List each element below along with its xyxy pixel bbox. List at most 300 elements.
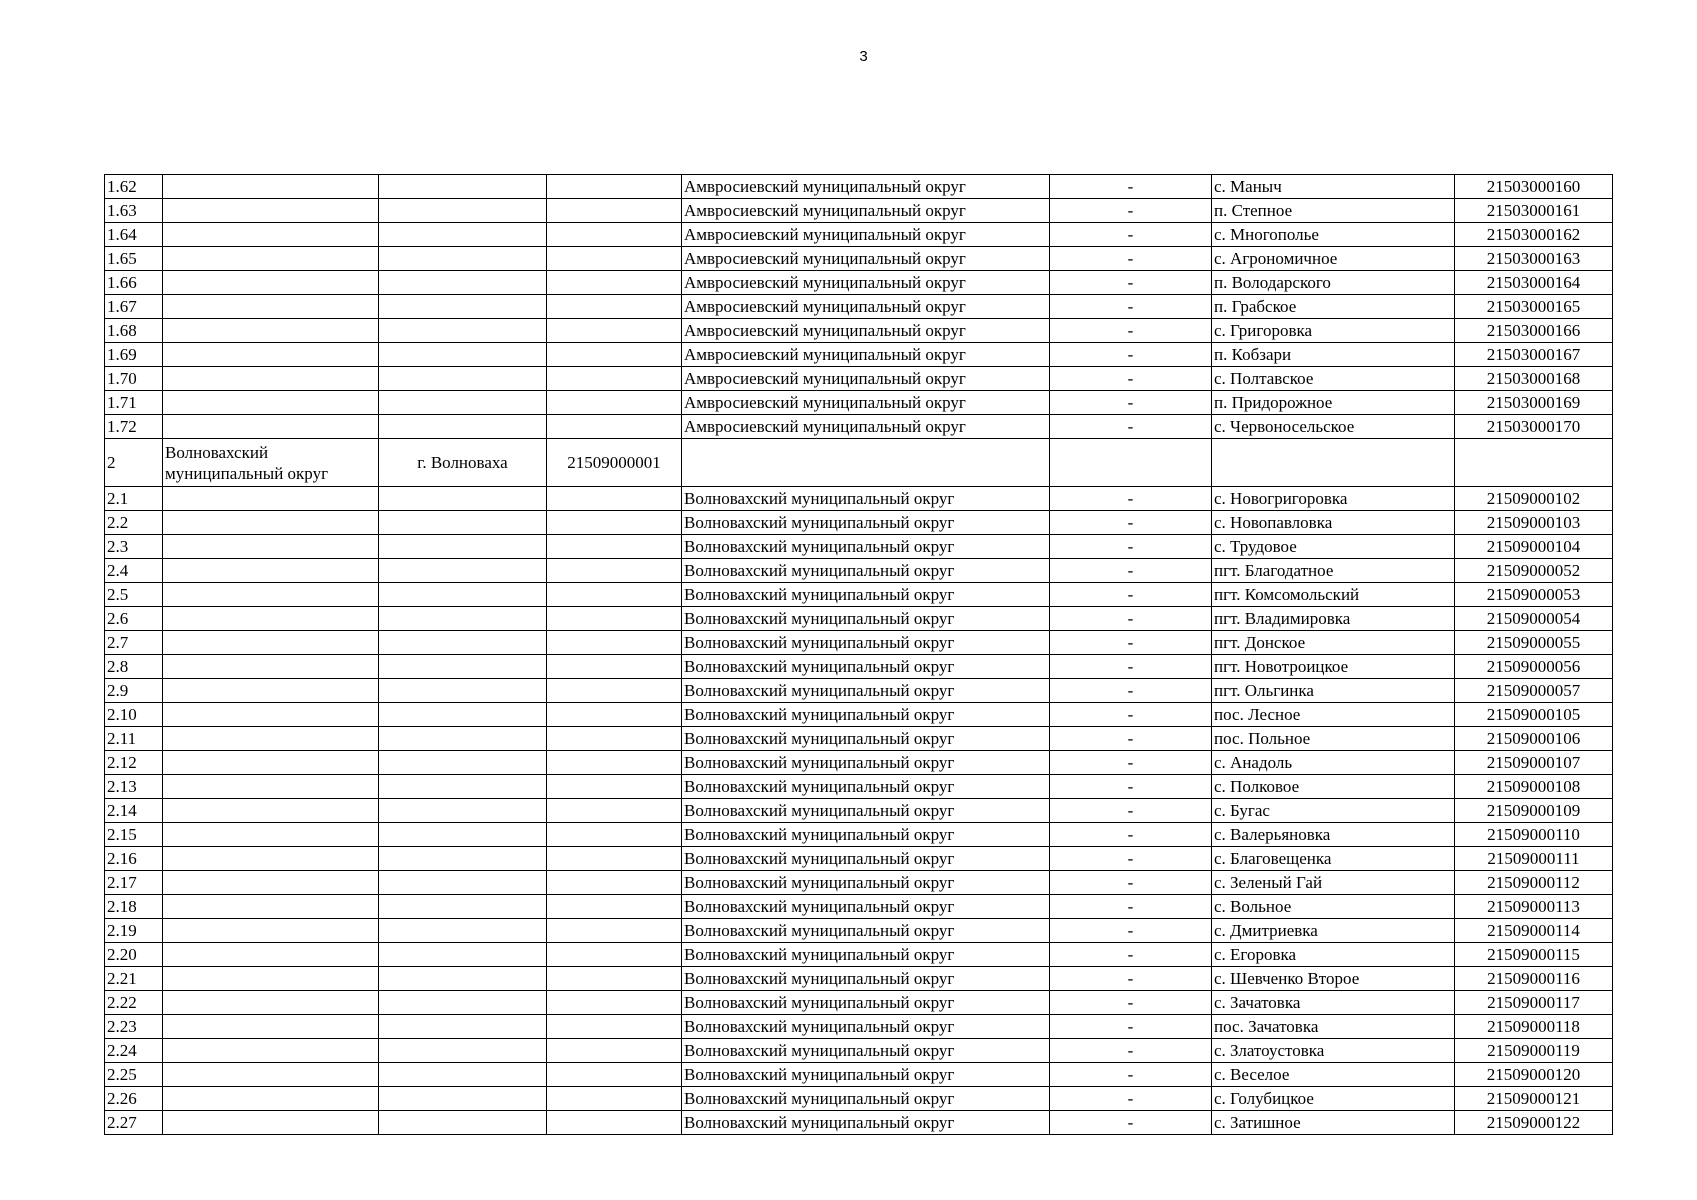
cell-okrug: Волновахский муниципальный округ: [682, 823, 1050, 847]
cell-admin-code: [547, 871, 682, 895]
cell-settlement-code: 21509000119: [1455, 1039, 1613, 1063]
cell-settlement: с. Зачатовка: [1212, 991, 1455, 1015]
cell-number: 2.22: [105, 991, 163, 1015]
cell-settlement: с. Бугас: [1212, 799, 1455, 823]
cell-number: 2.15: [105, 823, 163, 847]
cell-dash: -: [1050, 343, 1212, 367]
cell-settlement-code: 21509000057: [1455, 679, 1613, 703]
cell-dash: -: [1050, 703, 1212, 727]
cell-okrug: Волновахский муниципальный округ: [682, 487, 1050, 511]
cell-admin-center: [379, 343, 547, 367]
cell-number: 2.9: [105, 679, 163, 703]
cell-settlement-code: 21509000111: [1455, 847, 1613, 871]
cell-settlement: пгт. Комсомольский: [1212, 583, 1455, 607]
cell-settlement-code: 21503000168: [1455, 367, 1613, 391]
cell-municipality: [163, 1039, 379, 1063]
cell-settlement: пос. Лесное: [1212, 703, 1455, 727]
cell-admin-center: [379, 391, 547, 415]
cell-dash: -: [1050, 1039, 1212, 1063]
cell-okrug: Амвросиевский муниципальный округ: [682, 199, 1050, 223]
cell-municipality: [163, 919, 379, 943]
cell-municipality: [163, 967, 379, 991]
cell-municipality: [163, 223, 379, 247]
cell-settlement-code: 21509000107: [1455, 751, 1613, 775]
registry-body: [105, 175, 1613, 1135]
cell-admin-code: [547, 943, 682, 967]
cell-admin-code: [547, 655, 682, 679]
cell-settlement: с. Шевченко Второе: [1212, 967, 1455, 991]
cell-okrug: Волновахский муниципальный округ: [682, 1087, 1050, 1111]
cell-dash: -: [1050, 487, 1212, 511]
cell-dash: -: [1050, 919, 1212, 943]
cell-admin-code: [547, 1015, 682, 1039]
cell-municipality: [163, 511, 379, 535]
table-row: [105, 655, 1613, 679]
cell-admin-code: [547, 991, 682, 1015]
table-row: [105, 703, 1613, 727]
cell-number: 2.19: [105, 919, 163, 943]
cell-admin-center: [379, 559, 547, 583]
cell-dash: -: [1050, 199, 1212, 223]
cell-number: 2.10: [105, 703, 163, 727]
cell-okrug: Волновахский муниципальный округ: [682, 1063, 1050, 1087]
cell-dash: -: [1050, 511, 1212, 535]
cell-number: 2.26: [105, 1087, 163, 1111]
cell-admin-code: [547, 703, 682, 727]
cell-dash: -: [1050, 1063, 1212, 1087]
cell-number: 2: [105, 439, 163, 487]
cell-admin-code: [547, 1087, 682, 1111]
cell-admin-center: [379, 631, 547, 655]
cell-admin-code: [547, 175, 682, 199]
cell-settlement: с. Многополье: [1212, 223, 1455, 247]
cell-municipality: [163, 727, 379, 751]
cell-admin-center: [379, 775, 547, 799]
cell-municipality: [163, 247, 379, 271]
cell-admin-code: [547, 1111, 682, 1135]
cell-okrug: Волновахский муниципальный округ: [682, 583, 1050, 607]
table-row-group: [105, 439, 1613, 487]
cell-municipality: [163, 367, 379, 391]
table-row: [105, 511, 1613, 535]
cell-admin-center: [379, 295, 547, 319]
cell-settlement-code: 21503000169: [1455, 391, 1613, 415]
table-row: [105, 415, 1613, 439]
cell-settlement-code: 21509000102: [1455, 487, 1613, 511]
cell-admin-center: [379, 823, 547, 847]
cell-number: 1.68: [105, 319, 163, 343]
cell-admin-code: [547, 607, 682, 631]
cell-admin-center: [379, 415, 547, 439]
table-row: [105, 487, 1613, 511]
cell-settlement: пос. Зачатовка: [1212, 1015, 1455, 1039]
cell-dash: -: [1050, 727, 1212, 751]
cell-settlement-code: 21503000165: [1455, 295, 1613, 319]
cell-admin-code: 21509000001: [547, 439, 682, 487]
cell-settlement-code: 21509000118: [1455, 1015, 1613, 1039]
cell-number: 1.71: [105, 391, 163, 415]
cell-okrug: Волновахский муниципальный округ: [682, 559, 1050, 583]
table-row: [105, 1039, 1613, 1063]
cell-number: 2.12: [105, 751, 163, 775]
cell-dash: -: [1050, 295, 1212, 319]
cell-admin-center: [379, 871, 547, 895]
cell-dash: -: [1050, 175, 1212, 199]
cell-admin-code: [547, 295, 682, 319]
cell-okrug: Волновахский муниципальный округ: [682, 1111, 1050, 1135]
cell-number: 1.62: [105, 175, 163, 199]
cell-settlement-code: 21503000164: [1455, 271, 1613, 295]
cell-admin-center: [379, 655, 547, 679]
cell-okrug: Волновахский муниципальный округ: [682, 775, 1050, 799]
cell-municipality: [163, 583, 379, 607]
cell-admin-center: [379, 679, 547, 703]
table-row: [105, 1087, 1613, 1111]
table-row: [105, 559, 1613, 583]
cell-dash: -: [1050, 943, 1212, 967]
cell-dash: -: [1050, 1015, 1212, 1039]
cell-settlement-code: 21509000103: [1455, 511, 1613, 535]
cell-settlement-code: 21503000166: [1455, 319, 1613, 343]
cell-municipality: [163, 775, 379, 799]
cell-municipality: [163, 487, 379, 511]
cell-admin-code: [547, 343, 682, 367]
cell-municipality: [163, 679, 379, 703]
cell-settlement: с. Дмитриевка: [1212, 919, 1455, 943]
cell-number: 2.1: [105, 487, 163, 511]
cell-dash: -: [1050, 967, 1212, 991]
cell-municipality: [163, 1087, 379, 1111]
cell-admin-center: [379, 1039, 547, 1063]
cell-dash: -: [1050, 247, 1212, 271]
cell-admin-code: [547, 919, 682, 943]
cell-dash: -: [1050, 391, 1212, 415]
table-row: [105, 583, 1613, 607]
cell-dash: [1050, 439, 1212, 487]
cell-settlement: с. Благовещенка: [1212, 847, 1455, 871]
cell-municipality: [163, 943, 379, 967]
table-row: [105, 871, 1613, 895]
cell-okrug: Волновахский муниципальный округ: [682, 1015, 1050, 1039]
cell-admin-code: [547, 535, 682, 559]
cell-admin-center: [379, 1015, 547, 1039]
cell-settlement: п. Степное: [1212, 199, 1455, 223]
cell-dash: -: [1050, 583, 1212, 607]
table-row: [105, 679, 1613, 703]
cell-okrug: Амвросиевский муниципальный округ: [682, 415, 1050, 439]
cell-okrug: Амвросиевский муниципальный округ: [682, 247, 1050, 271]
cell-number: 2.16: [105, 847, 163, 871]
table-row: [105, 175, 1613, 199]
cell-okrug: Волновахский муниципальный округ: [682, 967, 1050, 991]
table-row: [105, 223, 1613, 247]
cell-dash: -: [1050, 559, 1212, 583]
cell-settlement: с. Вольное: [1212, 895, 1455, 919]
cell-dash: -: [1050, 799, 1212, 823]
table-row: [105, 1063, 1613, 1087]
page-number: 3: [859, 48, 868, 65]
cell-admin-center: [379, 367, 547, 391]
cell-settlement-code: 21503000170: [1455, 415, 1613, 439]
cell-dash: -: [1050, 871, 1212, 895]
cell-municipality: [163, 823, 379, 847]
cell-municipality: [163, 607, 379, 631]
cell-settlement-code: 21509000104: [1455, 535, 1613, 559]
cell-settlement: с. Червоносельское: [1212, 415, 1455, 439]
table-row: [105, 799, 1613, 823]
cell-admin-center: [379, 847, 547, 871]
cell-municipality: [163, 1063, 379, 1087]
cell-okrug: Волновахский муниципальный округ: [682, 751, 1050, 775]
cell-settlement-code: 21509000110: [1455, 823, 1613, 847]
cell-admin-code: [547, 895, 682, 919]
cell-admin-center: [379, 535, 547, 559]
cell-okrug: Волновахский муниципальный округ: [682, 1039, 1050, 1063]
cell-settlement-code: 21509000112: [1455, 871, 1613, 895]
cell-settlement: пгт. Владимировка: [1212, 607, 1455, 631]
cell-number: 1.67: [105, 295, 163, 319]
cell-admin-center: [379, 247, 547, 271]
cell-municipality: [163, 655, 379, 679]
cell-municipality: [163, 343, 379, 367]
cell-settlement-code: 21509000052: [1455, 559, 1613, 583]
cell-admin-center: [379, 511, 547, 535]
cell-admin-code: [547, 583, 682, 607]
cell-settlement: с. Златоустовка: [1212, 1039, 1455, 1063]
cell-settlement-code: 21509000054: [1455, 607, 1613, 631]
cell-number: 1.65: [105, 247, 163, 271]
cell-settlement: пгт. Донское: [1212, 631, 1455, 655]
cell-number: 2.3: [105, 535, 163, 559]
table-row: [105, 367, 1613, 391]
cell-settlement: п. Кобзари: [1212, 343, 1455, 367]
cell-dash: -: [1050, 1111, 1212, 1135]
cell-admin-center: [379, 703, 547, 727]
cell-settlement: с. Маныч: [1212, 175, 1455, 199]
cell-dash: -: [1050, 607, 1212, 631]
cell-admin-code: [547, 247, 682, 271]
cell-okrug: Волновахский муниципальный округ: [682, 535, 1050, 559]
cell-dash: -: [1050, 631, 1212, 655]
cell-admin-center: [379, 799, 547, 823]
cell-dash: -: [1050, 415, 1212, 439]
cell-municipality: [163, 703, 379, 727]
cell-municipality: [163, 895, 379, 919]
cell-dash: -: [1050, 775, 1212, 799]
cell-okrug: Волновахский муниципальный округ: [682, 895, 1050, 919]
cell-number: 2.11: [105, 727, 163, 751]
cell-admin-code: [547, 631, 682, 655]
cell-settlement: пос. Польное: [1212, 727, 1455, 751]
cell-admin-code: [547, 799, 682, 823]
table-row: [105, 727, 1613, 751]
cell-okrug: Волновахский муниципальный округ: [682, 943, 1050, 967]
cell-settlement-code: 21503000163: [1455, 247, 1613, 271]
cell-municipality: [163, 799, 379, 823]
cell-okrug: Волновахский муниципальный округ: [682, 511, 1050, 535]
cell-admin-center: [379, 319, 547, 343]
cell-settlement-code: 21509000115: [1455, 943, 1613, 967]
cell-municipality: [163, 991, 379, 1015]
cell-settlement: пгт. Благодатное: [1212, 559, 1455, 583]
cell-dash: -: [1050, 991, 1212, 1015]
table-row: [105, 895, 1613, 919]
cell-okrug: Амвросиевский муниципальный округ: [682, 175, 1050, 199]
cell-settlement: пгт. Новотроицкое: [1212, 655, 1455, 679]
cell-number: 1.69: [105, 343, 163, 367]
cell-okrug: Волновахский муниципальный округ: [682, 847, 1050, 871]
cell-dash: -: [1050, 271, 1212, 295]
cell-municipality: [163, 391, 379, 415]
cell-settlement-code: 21509000056: [1455, 655, 1613, 679]
table-row: [105, 319, 1613, 343]
table-row: [105, 775, 1613, 799]
cell-settlement: с. Трудовое: [1212, 535, 1455, 559]
cell-settlement: п. Придорожное: [1212, 391, 1455, 415]
cell-dash: -: [1050, 1087, 1212, 1111]
cell-number: 2.4: [105, 559, 163, 583]
cell-municipality: [163, 535, 379, 559]
cell-okrug: Амвросиевский муниципальный округ: [682, 295, 1050, 319]
cell-settlement: с. Полтавское: [1212, 367, 1455, 391]
cell-municipality: [163, 751, 379, 775]
table-row: [105, 751, 1613, 775]
cell-dash: -: [1050, 751, 1212, 775]
cell-settlement: п. Грабское: [1212, 295, 1455, 319]
cell-settlement-code: 21509000116: [1455, 967, 1613, 991]
cell-admin-code: [547, 967, 682, 991]
cell-settlement-code: 21509000108: [1455, 775, 1613, 799]
cell-settlement-code: 21509000055: [1455, 631, 1613, 655]
cell-okrug: Амвросиевский муниципальный округ: [682, 319, 1050, 343]
cell-dash: -: [1050, 319, 1212, 343]
table-row: [105, 967, 1613, 991]
cell-settlement: с. Григоровка: [1212, 319, 1455, 343]
cell-admin-center: [379, 271, 547, 295]
cell-settlement: с. Затишное: [1212, 1111, 1455, 1135]
table-row: [105, 631, 1613, 655]
cell-okrug: Волновахский муниципальный округ: [682, 655, 1050, 679]
table-row: [105, 391, 1613, 415]
cell-admin-center: [379, 991, 547, 1015]
cell-settlement-code: 21509000121: [1455, 1087, 1613, 1111]
table-row: [105, 991, 1613, 1015]
cell-dash: -: [1050, 847, 1212, 871]
cell-municipality: [163, 415, 379, 439]
cell-okrug: Волновахский муниципальный округ: [682, 727, 1050, 751]
cell-number: 2.21: [105, 967, 163, 991]
cell-okrug: Амвросиевский муниципальный округ: [682, 343, 1050, 367]
cell-municipality: [163, 847, 379, 871]
table-row: [105, 607, 1613, 631]
cell-admin-code: [547, 319, 682, 343]
cell-admin-code: [547, 487, 682, 511]
cell-municipality: [163, 559, 379, 583]
cell-okrug: Волновахский муниципальный округ: [682, 679, 1050, 703]
cell-admin-code: [547, 679, 682, 703]
cell-number: 1.66: [105, 271, 163, 295]
cell-number: 1.63: [105, 199, 163, 223]
cell-okrug: Волновахский муниципальный округ: [682, 631, 1050, 655]
cell-number: 2.13: [105, 775, 163, 799]
cell-number: 2.6: [105, 607, 163, 631]
cell-municipality: [163, 295, 379, 319]
cell-settlement: с. Новогригоровка: [1212, 487, 1455, 511]
cell-okrug: Амвросиевский муниципальный округ: [682, 367, 1050, 391]
cell-settlement-code: 21509000105: [1455, 703, 1613, 727]
cell-dash: -: [1050, 823, 1212, 847]
cell-number: 2.18: [105, 895, 163, 919]
cell-settlement: с. Зеленый Гай: [1212, 871, 1455, 895]
cell-admin-code: [547, 727, 682, 751]
cell-number: 2.14: [105, 799, 163, 823]
cell-settlement-code: 21509000117: [1455, 991, 1613, 1015]
cell-admin-center: [379, 751, 547, 775]
cell-number: 2.24: [105, 1039, 163, 1063]
cell-municipality: [163, 319, 379, 343]
cell-admin-code: [547, 415, 682, 439]
cell-dash: -: [1050, 535, 1212, 559]
cell-okrug: Волновахский муниципальный округ: [682, 871, 1050, 895]
cell-admin-center: г. Волноваха: [379, 439, 547, 487]
cell-admin-code: [547, 847, 682, 871]
cell-admin-center: [379, 1087, 547, 1111]
cell-number: 2.17: [105, 871, 163, 895]
cell-settlement-code: 21503000162: [1455, 223, 1613, 247]
cell-settlement-code: 21509000109: [1455, 799, 1613, 823]
cell-okrug: Волновахский муниципальный округ: [682, 799, 1050, 823]
cell-admin-center: [379, 199, 547, 223]
table-row: [105, 1111, 1613, 1135]
cell-number: 1.64: [105, 223, 163, 247]
table-row: [105, 823, 1613, 847]
cell-admin-code: [547, 559, 682, 583]
cell-admin-center: [379, 895, 547, 919]
cell-number: 2.20: [105, 943, 163, 967]
cell-admin-code: [547, 199, 682, 223]
table-row: [105, 295, 1613, 319]
cell-settlement: с. Анадоль: [1212, 751, 1455, 775]
cell-settlement-code: 21509000053: [1455, 583, 1613, 607]
cell-admin-center: [379, 583, 547, 607]
cell-admin-code: [547, 511, 682, 535]
cell-okrug: Волновахский муниципальный округ: [682, 607, 1050, 631]
cell-okrug: Волновахский муниципальный округ: [682, 703, 1050, 727]
cell-admin-code: [547, 1063, 682, 1087]
cell-settlement: с. Агрономичное: [1212, 247, 1455, 271]
cell-admin-center: [379, 223, 547, 247]
cell-admin-code: [547, 775, 682, 799]
table-row: [105, 343, 1613, 367]
table-row: [105, 271, 1613, 295]
cell-settlement-code: 21503000161: [1455, 199, 1613, 223]
cell-admin-center: [379, 487, 547, 511]
table-row: [105, 199, 1613, 223]
cell-settlement: п. Володарского: [1212, 271, 1455, 295]
cell-admin-center: [379, 919, 547, 943]
cell-admin-code: [547, 223, 682, 247]
cell-municipality: [163, 1015, 379, 1039]
cell-municipality: [163, 175, 379, 199]
cell-number: 2.8: [105, 655, 163, 679]
cell-municipality: [163, 871, 379, 895]
cell-okrug: Амвросиевский муниципальный округ: [682, 223, 1050, 247]
table-row: [105, 247, 1613, 271]
cell-settlement-code: 21509000114: [1455, 919, 1613, 943]
cell-number: 1.70: [105, 367, 163, 391]
cell-municipality: [163, 1111, 379, 1135]
cell-admin-center: [379, 967, 547, 991]
